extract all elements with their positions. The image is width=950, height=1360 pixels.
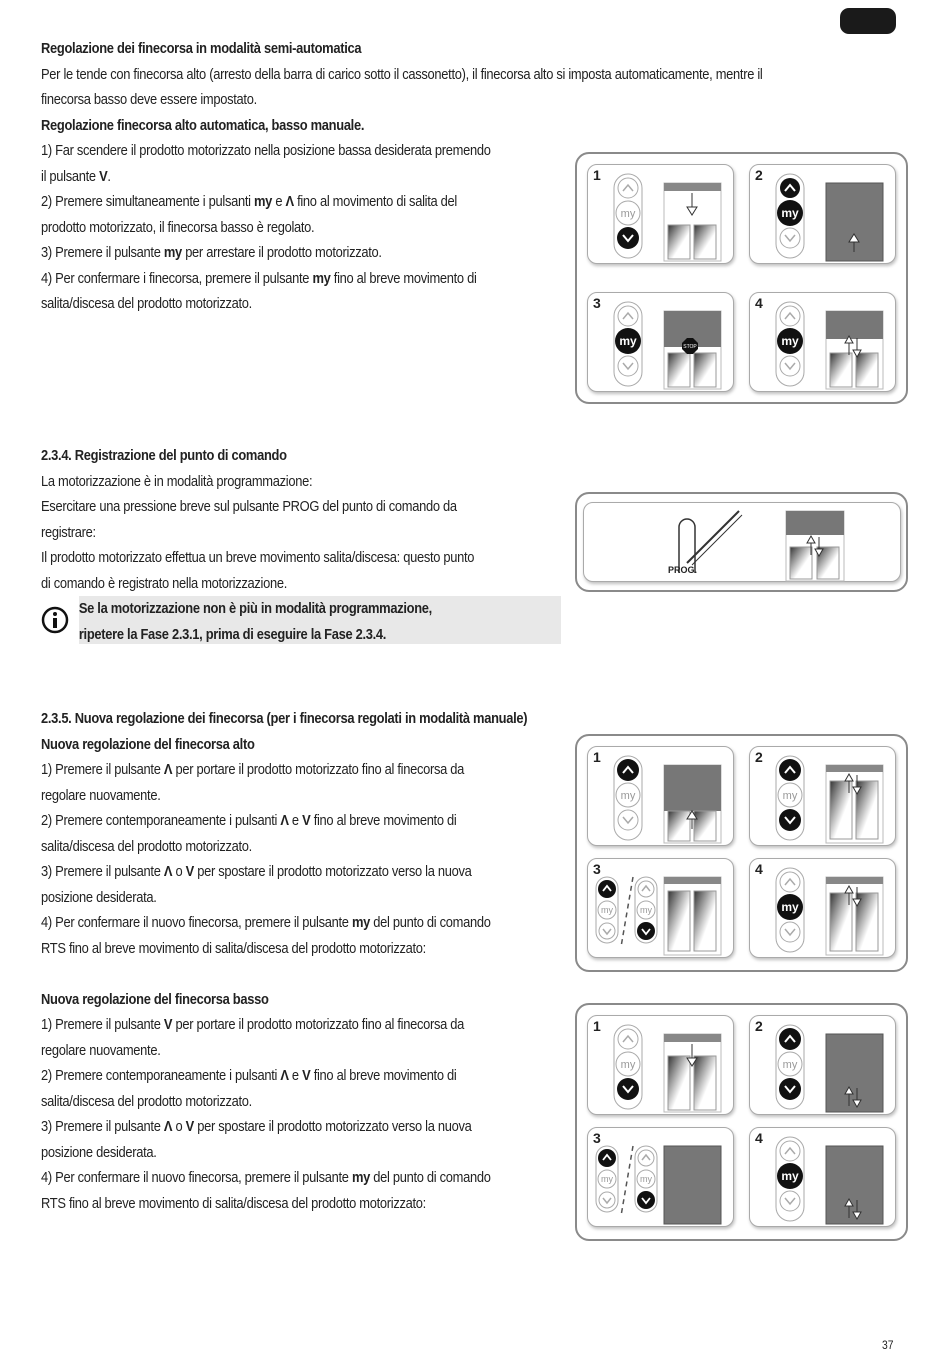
step-2-line-1: 2) Premere simultaneamente i pulsanti my e Λ fino al movimento di salita del [41,193,457,210]
step-4-line-2: salita/discesa del prodotto motorizzato. [41,295,252,312]
my-label: my [601,905,613,915]
fig4-panel-2 [749,1015,896,1115]
fig3-panel-1 [587,746,734,846]
basso-step-1-cont: regolare nuovamente. [41,1041,161,1059]
panel-number: 1 [593,749,601,765]
my-label: my [601,1174,613,1184]
alto-step-3-cont: posizione desiderata. [41,888,157,906]
my-label: my [781,334,799,348]
step-1-line-2: il pulsante V. [41,167,111,185]
my-label: my [620,1059,636,1071]
section2-heading: 2.3.4. Registrazione del punto di comando [41,447,287,464]
step-4-line-1: 4) Per confermare i finecorsa, premere il pulsante my fino al breve movimento di [41,269,477,287]
note-line-1: Se la motorizzazione non è più in modalità programmazione, [78,600,432,617]
panel-number: 4 [755,295,763,311]
my-label: my [781,900,799,914]
my-label: my [781,206,799,220]
panel-number: 3 [593,1130,601,1146]
section1-intro-2: finecorsa basso deve essere impostato. [41,91,257,108]
panel-number: 3 [593,295,601,311]
my-label: my [619,334,637,348]
fig4-panel-4 [749,1127,896,1227]
section2-line-2: Esercitare una pressione breve sul pulsante PROG del punto di comando da [41,498,457,515]
basso-step-4: 4) Per confermare il nuovo finecorsa, premere il pulsante my del punto di comando [41,1169,491,1186]
panel-number: 1 [593,167,601,183]
note-line-2: ripetere la Fase 2.3.1, prima di eseguire la Fase 2.3.4. [78,625,387,643]
my-label: my [620,208,636,220]
fig3-panel-3 [587,858,734,958]
basso-step-3-cont: posizione desiderata. [41,1143,157,1161]
section1-subheading: Regolazione finecorsa alto automatica, basso manuale. [41,116,365,134]
my-label: my [640,1174,652,1184]
step-3-line-1: 3) Premere il pulsante my per arrestare il prodotto motorizzato. [41,244,382,261]
fig1-panel-4 [749,292,896,392]
subheading-alto: Nuova regolazione del finecorsa alto [41,735,255,753]
step-2-line-2: prodotto motorizzato, il finecorsa basso è regolato. [41,218,315,236]
panel-number: 2 [755,1018,763,1034]
figure-new-lower-limit [575,1003,908,1241]
panel-number: 2 [755,749,763,765]
section1-intro-1: Per le tende con finecorsa alto (arresto della barra di carico sotto il cassonetto), il finecorsa alto si imposta automaticamente, mentre il [41,65,763,83]
panel-number: 2 [755,167,763,183]
my-label: my [782,790,798,802]
fig1-panel-1 [587,164,734,264]
panel-number: 1 [593,1018,601,1034]
fig1-panel-2 [749,164,896,264]
basso-step-3: 3) Premere il pulsante Λ o V per spostare il prodotto motorizzato verso la nuova [41,1118,472,1135]
panel-number: 3 [593,861,601,877]
step-1-line-1: 1) Far scendere il prodotto motorizzato nella posizione bassa desiderata premendo [41,142,491,159]
panel-number: 4 [755,861,763,877]
basso-step-4-cont: RTS fino al breve movimento di salita/discesa del prodotto motorizzato: [41,1194,426,1212]
fig4-panel-3 [587,1127,734,1227]
alto-step-1: 1) Premere il pulsante Λ per portare il prodotto motorizzato fino al finecorsa da [41,761,465,778]
my-label: my [620,790,636,802]
prog-panel [583,502,901,582]
my-label: my [782,1059,798,1071]
basso-step-2: 2) Premere contemporaneamente i pulsanti Λ e V fino al breve movimento di [41,1067,457,1084]
section3-text [41,706,527,1216]
my-label: my [781,1169,799,1183]
stop-label: STOP [683,344,697,350]
basso-step-2-cont: salita/discesa del prodotto motorizzato. [41,1092,252,1110]
my-label: my [640,905,652,915]
alto-step-3: 3) Premere il pulsante Λ o V per spostare il prodotto motorizzato verso la nuova [41,863,472,880]
fig3-panel-2 [749,746,896,846]
alto-step-2: 2) Premere contemporaneamente i pulsanti Λ e V fino al breve movimento di [41,812,457,829]
panel-number: 4 [755,1130,763,1146]
section2-line-3: registrare: [41,523,96,541]
section2-line-1: La motorizzazione è in modalità programmazione: [41,472,313,490]
section2-line-5: di comando è registrato nella motorizzazione. [41,574,288,592]
fig1-panel-3 [587,292,734,392]
figure-prog [575,492,908,592]
subheading-basso: Nuova regolazione del finecorsa basso [41,990,269,1008]
alto-step-2-cont: salita/discesa del prodotto motorizzato. [41,837,252,855]
section2-line-4: Il prodotto motorizzato effettua un breve movimento salita/discesa: questo punto [41,549,475,566]
section3-heading: 2.3.5. Nuova regolazione dei finecorsa (per i finecorsa regolati in modalità manuale) [41,710,528,727]
figure-semi-automatic [575,152,908,404]
alto-step-4-cont: RTS fino al breve movimento di salita/discesa del prodotto motorizzato: [41,939,426,957]
alto-step-1-cont: regolare nuovamente. [41,786,161,804]
basso-step-1: 1) Premere il pulsante V per portare il prodotto motorizzato fino al finecorsa da [41,1016,465,1033]
alto-step-4: 4) Per confermare il nuovo finecorsa, premere il pulsante my del punto di comando [41,914,491,931]
page-number: 37 [882,1338,894,1352]
fig4-panel-1 [587,1015,734,1115]
fig3-panel-4 [749,858,896,958]
prog-label: PROG. [668,565,698,575]
section2-text [41,443,474,647]
section1-heading: Regolazione dei finecorsa in modalità semi-automatica [41,40,362,57]
figure-new-upper-limit [575,734,908,972]
info-icon [41,606,75,640]
chapter-tab [840,8,896,34]
